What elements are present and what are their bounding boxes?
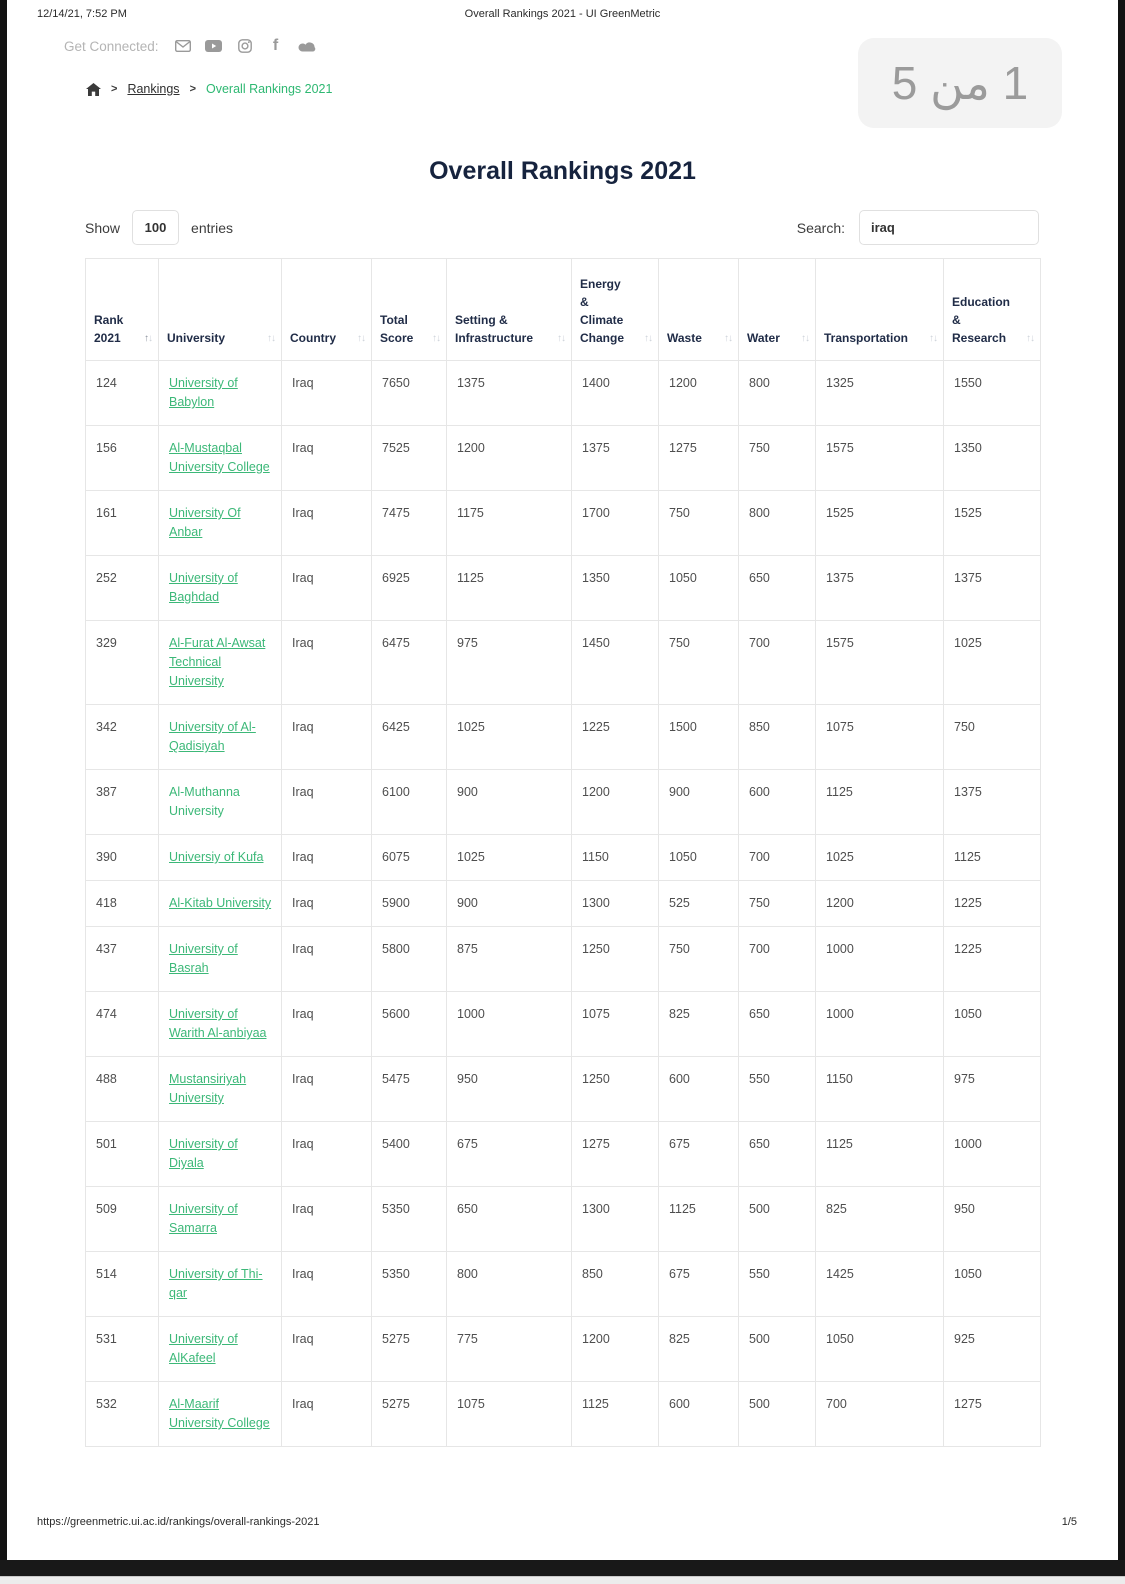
waste-cell: 1050 (659, 835, 739, 881)
water-cell: 800 (739, 361, 816, 426)
university-cell (159, 1317, 282, 1382)
university-cell (159, 1122, 282, 1187)
setting-infrastructure-cell: 650 (447, 1187, 572, 1252)
education-research-cell: 1025 (944, 621, 1041, 705)
transportation-cell: 1025 (816, 835, 944, 881)
energy-climate-change-cell: 1350 (572, 556, 659, 621)
total-score-cell: 5275 (372, 1317, 447, 1382)
energy-climate-change-cell: 1375 (572, 426, 659, 491)
table-row (86, 927, 1041, 992)
bottom-black-bar (0, 1560, 1125, 1576)
university-cell (159, 1382, 282, 1447)
breadcrumb-separator: > (111, 83, 118, 95)
transportation-cell: 1125 (816, 770, 944, 835)
sort-icon[interactable]: ↑↓ (144, 333, 152, 344)
footer-page-number: 1/5 (1061, 1516, 1077, 1528)
transportation-cell: 1375 (816, 556, 944, 621)
right-edge-bar (1118, 0, 1125, 1584)
country-cell: Iraq (282, 361, 372, 426)
total-score-cell: 5350 (372, 1187, 447, 1252)
column-label: Energy & Climate Change (580, 277, 625, 345)
entries-label: entries (191, 219, 234, 236)
university-cell (159, 1057, 282, 1122)
education-research-cell: 1275 (944, 1382, 1041, 1447)
rank-cell: 124 (86, 361, 159, 426)
entries-select[interactable]: 100 (132, 210, 179, 245)
country-cell: Iraq (282, 1187, 372, 1252)
water-cell: 750 (739, 426, 816, 491)
table-row (86, 992, 1041, 1057)
university-link[interactable]: University Of Anbar (169, 506, 241, 539)
table-row (86, 705, 1041, 770)
column-header-water[interactable] (739, 259, 816, 361)
get-connected-label: Get Connected: (64, 38, 159, 54)
water-cell: 650 (739, 556, 816, 621)
column-label: Water (747, 331, 780, 345)
search-input[interactable] (859, 210, 1039, 245)
print-header-title: Overall Rankings 2021 - UI GreenMetric (464, 8, 661, 20)
column-header-total-score[interactable] (372, 259, 447, 361)
university-cell (159, 835, 282, 881)
rank-cell: 531 (86, 1317, 159, 1382)
university-cell (159, 927, 282, 992)
country-cell: Iraq (282, 881, 372, 927)
sort-icon[interactable]: ↑↓ (267, 333, 275, 344)
cloud-icon[interactable] (298, 38, 316, 54)
energy-climate-change-cell: 1275 (572, 1122, 659, 1187)
total-score-cell: 5400 (372, 1122, 447, 1187)
country-cell: Iraq (282, 927, 372, 992)
education-research-cell: 1125 (944, 835, 1041, 881)
energy-climate-change-cell: 1125 (572, 1382, 659, 1447)
country-cell: Iraq (282, 1057, 372, 1122)
rank-cell: 418 (86, 881, 159, 927)
column-header-education-research[interactable] (944, 259, 1041, 361)
transportation-cell: 1150 (816, 1057, 944, 1122)
university-link[interactable]: Al-Kitab University (169, 896, 272, 910)
university-cell (159, 621, 282, 705)
waste-cell: 1125 (659, 1187, 739, 1252)
rank-cell: 474 (86, 992, 159, 1057)
column-header-university[interactable] (159, 259, 282, 361)
water-cell: 550 (739, 1252, 816, 1317)
water-cell: 650 (739, 992, 816, 1057)
table-row (86, 426, 1041, 491)
column-label: Total Score (380, 313, 414, 345)
energy-climate-change-cell: 1300 (572, 1187, 659, 1252)
education-research-cell: 1350 (944, 426, 1041, 491)
column-label: Setting & Infrastructure (455, 313, 534, 345)
column-header-energy-climate-change[interactable] (572, 259, 659, 361)
sort-icon[interactable]: ↑↓ (724, 333, 732, 344)
column-label: University (167, 331, 226, 345)
country-cell: Iraq (282, 621, 372, 705)
column-label: Education & Research (952, 295, 1011, 345)
water-cell: 700 (739, 835, 816, 881)
get-connected-bar (64, 38, 316, 54)
table-row (86, 491, 1041, 556)
transportation-cell: 1000 (816, 992, 944, 1057)
setting-infrastructure-cell: 875 (447, 927, 572, 992)
sort-icon[interactable]: ↑↓ (644, 333, 652, 344)
education-research-cell: 1550 (944, 361, 1041, 426)
university-cell (159, 705, 282, 770)
university-link[interactable]: Universiy of Kufa (169, 850, 264, 864)
total-score-cell: 6475 (372, 621, 447, 705)
country-cell: Iraq (282, 1382, 372, 1447)
transportation-cell: 1575 (816, 621, 944, 705)
water-cell: 800 (739, 491, 816, 556)
table-row (86, 361, 1041, 426)
country-cell: Iraq (282, 1252, 372, 1317)
waste-cell: 675 (659, 1252, 739, 1317)
waste-cell: 825 (659, 992, 739, 1057)
print-date: 12/14/21, 7:52 PM (37, 8, 127, 20)
table-row (86, 1187, 1041, 1252)
education-research-cell: 1225 (944, 881, 1041, 927)
education-research-cell: 1050 (944, 1252, 1041, 1317)
total-score-cell: 5900 (372, 881, 447, 927)
university-cell (159, 426, 282, 491)
country-cell: Iraq (282, 835, 372, 881)
country-cell: Iraq (282, 1317, 372, 1382)
education-research-cell: 1050 (944, 992, 1041, 1057)
column-header-waste[interactable] (659, 259, 739, 361)
transportation-cell: 1575 (816, 426, 944, 491)
energy-climate-change-cell: 1200 (572, 770, 659, 835)
rank-cell: 329 (86, 621, 159, 705)
setting-infrastructure-cell: 975 (447, 621, 572, 705)
rank-cell: 342 (86, 705, 159, 770)
show-entries-control (85, 210, 233, 245)
energy-climate-change-cell: 1150 (572, 835, 659, 881)
sort-icon[interactable]: ↑↓ (1026, 333, 1034, 344)
energy-climate-change-cell: 1450 (572, 621, 659, 705)
total-score-cell: 7475 (372, 491, 447, 556)
waste-cell: 600 (659, 1382, 739, 1447)
setting-infrastructure-cell: 1000 (447, 992, 572, 1057)
university-cell (159, 1187, 282, 1252)
university-name: Al-Muthanna University (169, 785, 240, 818)
column-header-transportation[interactable] (816, 259, 944, 361)
setting-infrastructure-cell: 1025 (447, 835, 572, 881)
setting-infrastructure-cell: 675 (447, 1122, 572, 1187)
table-row (86, 770, 1041, 835)
university-link[interactable]: University of AlKafeel (169, 1332, 238, 1365)
search-label: Search: (796, 219, 845, 236)
setting-infrastructure-cell: 800 (447, 1252, 572, 1317)
rank-cell: 532 (86, 1382, 159, 1447)
education-research-cell: 1225 (944, 927, 1041, 992)
university-link[interactable]: University of Thi-qar (169, 1267, 263, 1300)
table-row (86, 1382, 1041, 1447)
university-link[interactable]: Mustansiriyah University (169, 1072, 247, 1105)
home-icon[interactable] (86, 83, 101, 96)
column-label: Transportation (824, 331, 909, 345)
column-label: Country (290, 331, 336, 345)
setting-infrastructure-cell: 900 (447, 881, 572, 927)
transportation-cell: 1325 (816, 361, 944, 426)
water-cell: 650 (739, 1122, 816, 1187)
sort-icon[interactable]: ↑↓ (801, 333, 809, 344)
country-cell: Iraq (282, 426, 372, 491)
university-link[interactable]: University of Babylon (169, 376, 238, 409)
transportation-cell: 1425 (816, 1252, 944, 1317)
total-score-cell: 5800 (372, 927, 447, 992)
rank-cell: 252 (86, 556, 159, 621)
university-cell (159, 361, 282, 426)
water-cell: 500 (739, 1187, 816, 1252)
waste-cell: 900 (659, 770, 739, 835)
university-link[interactable]: University of Samarra (169, 1202, 238, 1235)
country-cell: Iraq (282, 992, 372, 1057)
waste-cell: 750 (659, 621, 739, 705)
rank-cell: 437 (86, 927, 159, 992)
water-cell: 500 (739, 1317, 816, 1382)
education-research-cell: 1375 (944, 556, 1041, 621)
table-row (86, 1057, 1041, 1122)
waste-cell: 1275 (659, 426, 739, 491)
waste-cell: 675 (659, 1122, 739, 1187)
rankings-table-wrap (85, 258, 1041, 1447)
instagram-icon[interactable] (236, 38, 254, 54)
university-cell (159, 770, 282, 835)
transportation-cell: 1050 (816, 1317, 944, 1382)
total-score-cell: 6925 (372, 556, 447, 621)
waste-cell: 750 (659, 491, 739, 556)
table-header (86, 259, 1041, 361)
bottom-gray-strip (0, 1576, 1125, 1584)
rank-cell: 514 (86, 1252, 159, 1317)
page-title: Overall Rankings 2021 (429, 157, 696, 185)
rank-cell: 387 (86, 770, 159, 835)
country-cell: Iraq (282, 705, 372, 770)
waste-cell: 750 (659, 927, 739, 992)
column-header-setting-infrastructure[interactable] (447, 259, 572, 361)
education-research-cell: 1525 (944, 491, 1041, 556)
education-research-cell: 925 (944, 1317, 1041, 1382)
column-label: Waste (667, 331, 702, 345)
breadcrumb (86, 82, 332, 96)
breadcrumb-separator: > (189, 83, 196, 95)
show-label: Show (85, 219, 121, 236)
setting-infrastructure-cell: 950 (447, 1057, 572, 1122)
energy-climate-change-cell: 1250 (572, 1057, 659, 1122)
setting-infrastructure-cell: 775 (447, 1317, 572, 1382)
setting-infrastructure-cell: 1125 (447, 556, 572, 621)
table-row (86, 835, 1041, 881)
university-cell (159, 1252, 282, 1317)
energy-climate-change-cell: 1400 (572, 361, 659, 426)
water-cell: 700 (739, 621, 816, 705)
energy-climate-change-cell: 1700 (572, 491, 659, 556)
total-score-cell: 7650 (372, 361, 447, 426)
water-cell: 500 (739, 1382, 816, 1447)
water-cell: 600 (739, 770, 816, 835)
education-research-cell: 1375 (944, 770, 1041, 835)
waste-cell: 525 (659, 881, 739, 927)
table-row (86, 556, 1041, 621)
university-link[interactable]: University of Basrah (169, 942, 238, 975)
energy-climate-change-cell: 850 (572, 1252, 659, 1317)
country-cell: Iraq (282, 770, 372, 835)
energy-climate-change-cell: 1075 (572, 992, 659, 1057)
column-header-country[interactable] (282, 259, 372, 361)
total-score-cell: 6100 (372, 770, 447, 835)
total-score-cell: 6425 (372, 705, 447, 770)
education-research-cell: 750 (944, 705, 1041, 770)
university-cell (159, 556, 282, 621)
university-link[interactable]: Al-Furat Al-Awsat Technical University (169, 636, 266, 688)
breadcrumb-current: Overall Rankings 2021 (206, 82, 333, 96)
education-research-cell: 950 (944, 1187, 1041, 1252)
footer-url: https://greenmetric.ui.ac.id/rankings/overall-rankings-2021 (37, 1516, 320, 1528)
transportation-cell: 1125 (816, 1122, 944, 1187)
rank-cell: 161 (86, 491, 159, 556)
energy-climate-change-cell: 1300 (572, 881, 659, 927)
university-link[interactable]: Al-Mustaqbal University College (169, 441, 270, 474)
rank-cell: 156 (86, 426, 159, 491)
search-control (797, 210, 1039, 245)
table-row (86, 1252, 1041, 1317)
table-row (86, 1122, 1041, 1187)
sort-icon[interactable]: ↑↓ (432, 333, 440, 344)
setting-infrastructure-cell: 1375 (447, 361, 572, 426)
water-cell: 550 (739, 1057, 816, 1122)
table-body (86, 361, 1041, 1447)
university-cell (159, 491, 282, 556)
rank-cell: 488 (86, 1057, 159, 1122)
transportation-cell: 825 (816, 1187, 944, 1252)
rank-cell: 390 (86, 835, 159, 881)
university-cell (159, 881, 282, 927)
education-research-cell: 1000 (944, 1122, 1041, 1187)
rank-cell: 509 (86, 1187, 159, 1252)
waste-cell: 1050 (659, 556, 739, 621)
sort-icon[interactable]: ↑↓ (357, 333, 365, 344)
setting-infrastructure-cell: 1175 (447, 491, 572, 556)
rankings-table (85, 258, 1041, 1447)
waste-cell: 1200 (659, 361, 739, 426)
left-edge-bar (0, 0, 7, 1584)
breadcrumb-link-rankings[interactable]: Rankings (127, 82, 180, 96)
waste-cell: 600 (659, 1057, 739, 1122)
transportation-cell: 1525 (816, 491, 944, 556)
university-link[interactable]: University of Warith Al-anbiyaa (169, 1007, 267, 1040)
setting-infrastructure-cell: 1200 (447, 426, 572, 491)
setting-infrastructure-cell: 1075 (447, 1382, 572, 1447)
transportation-cell: 1075 (816, 705, 944, 770)
sort-icon[interactable]: ↑↓ (557, 333, 565, 344)
university-link[interactable]: Al-Maarif University College (169, 1397, 270, 1430)
total-score-cell: 6075 (372, 835, 447, 881)
waste-cell: 825 (659, 1317, 739, 1382)
transportation-cell: 700 (816, 1382, 944, 1447)
column-header-rank-2021[interactable] (86, 259, 159, 361)
water-cell: 850 (739, 705, 816, 770)
page-indicator-badge: 1 من 5 (858, 38, 1062, 128)
header-row (86, 259, 1041, 361)
country-cell: Iraq (282, 556, 372, 621)
education-research-cell: 975 (944, 1057, 1041, 1122)
country-cell: Iraq (282, 1122, 372, 1187)
country-cell: Iraq (282, 491, 372, 556)
transportation-cell: 1000 (816, 927, 944, 992)
setting-infrastructure-cell: 1025 (447, 705, 572, 770)
rank-cell: 501 (86, 1122, 159, 1187)
university-cell (159, 992, 282, 1057)
energy-climate-change-cell: 1200 (572, 1317, 659, 1382)
total-score-cell: 5475 (372, 1057, 447, 1122)
university-link[interactable]: University of Baghdad (169, 571, 238, 604)
setting-infrastructure-cell: 900 (447, 770, 572, 835)
total-score-cell: 7525 (372, 426, 447, 491)
total-score-cell: 5600 (372, 992, 447, 1057)
youtube-icon[interactable] (205, 38, 223, 54)
university-link[interactable]: University of Diyala (169, 1137, 238, 1170)
water-cell: 700 (739, 927, 816, 992)
table-controls (85, 210, 1039, 245)
university-link[interactable]: University of Al-Qadisiyah (169, 720, 256, 753)
sort-icon[interactable]: ↑↓ (929, 333, 937, 344)
table-row (86, 621, 1041, 705)
energy-climate-change-cell: 1225 (572, 705, 659, 770)
table-row (86, 881, 1041, 927)
water-cell: 750 (739, 881, 816, 927)
waste-cell: 1500 (659, 705, 739, 770)
email-icon[interactable] (174, 38, 192, 54)
table-row (86, 1317, 1041, 1382)
column-label: Rank 2021 (94, 313, 124, 345)
facebook-icon[interactable]: f (272, 37, 279, 54)
energy-climate-change-cell: 1250 (572, 927, 659, 992)
total-score-cell: 5275 (372, 1382, 447, 1447)
transportation-cell: 1200 (816, 881, 944, 927)
total-score-cell: 5350 (372, 1252, 447, 1317)
